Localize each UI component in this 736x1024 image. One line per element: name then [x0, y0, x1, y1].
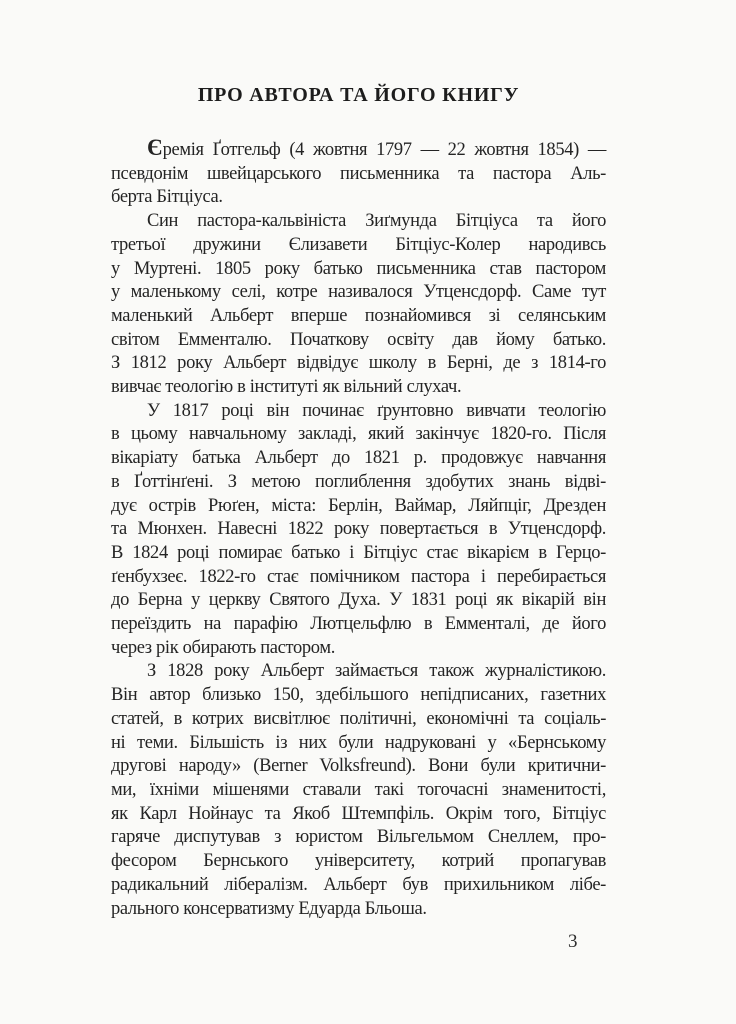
- text-line: в цьому навчальному закладі, який закінчує 1820-го. Після: [111, 424, 606, 445]
- text-line: через рік обирають пастором.: [111, 637, 335, 658]
- text-line: дує острів Рюґен, міста: Берлін, Ваймар, Ляйпціг, Дрезден: [111, 495, 606, 516]
- paragraph: [111, 210, 606, 400]
- text-line: гаряче диспутував з юристом Вільгельмом Снеллем, про-: [111, 827, 606, 848]
- text-line: Єремія Ґотгельф (4 жовтня 1797 — 22 жовтня 1854) —: [147, 135, 606, 160]
- text-line: вікаріату батька Альберт до 1821 р. продовжує навчання: [111, 448, 606, 469]
- text-line: берта Бітціуса.: [111, 187, 223, 208]
- text-line: Син пастора-кальвініста Зиґмунда Бітціуса та його: [147, 211, 606, 232]
- text-line: переїздить на парафію Лютцельфлю в Емменталі, де його: [111, 614, 606, 635]
- paragraph: [111, 660, 606, 921]
- text-line: фесором Бернського університету, котрий пропагував: [111, 851, 606, 872]
- initial-letter: Є: [147, 135, 163, 160]
- page-number: 3: [568, 931, 578, 952]
- text-line: та Мюнхен. Навесні 1822 року повертається в Утценсдорф.: [111, 519, 606, 540]
- text-line: ґенбухзеє. 1822-го стає помічником пастора і перебирається: [111, 566, 606, 587]
- text-line: у маленькому селі, котре називалося Утценсдорф. Саме тут: [111, 282, 606, 303]
- text-line: З 1812 року Альберт відвідує школу в Берні, де з 1814-го: [111, 353, 606, 374]
- text-line: другові народу» (Berner Volksfreund). Вони були критични-: [111, 756, 606, 777]
- text-line: статей, в котрих висвітлює політичні, економічні та соціаль-: [111, 708, 606, 729]
- paragraph: [111, 400, 606, 661]
- text-line: у Муртені. 1805 року батько письменника став пастором: [111, 258, 606, 279]
- page-title: ПРО АВТОРА ТА ЙОГО КНИГУ: [197, 84, 520, 106]
- text-column: [111, 84, 606, 921]
- text-line: маленький Альберт вперше познайомився зі селянським: [111, 305, 606, 326]
- text-line: третьої дружини Єлизавети Бітціус-Колер народивсь: [111, 234, 606, 255]
- text-line: У 1817 році він починає ґрунтовно вивчати теологію: [147, 400, 606, 421]
- body-text: [111, 136, 606, 921]
- text-line: радикальний лібералізм. Альберт був прихильником лібе-: [111, 874, 606, 895]
- text-line: рального консерватизму Едуарда Бльоша.: [111, 898, 427, 919]
- text-line: псевдонім швейцарського письменника та пастора Аль-: [111, 163, 606, 184]
- text-line: Він автор близько 150, здебільшого непідписаних, газетних: [111, 685, 606, 706]
- text-line: вивчає теологію в інституті як вільний слухач.: [111, 377, 462, 398]
- paragraph: [111, 136, 606, 210]
- text-line: В 1824 році помирає батько і Бітціус стає вікарієм в Герцо-: [111, 542, 606, 563]
- text-line: ми, їхніми мішенями ставали такі тогочасні знаменитості,: [111, 779, 606, 800]
- text-line: до Берна у церкву Святого Духа. У 1831 році як вікарій він: [111, 590, 606, 611]
- text-line: в Ґоттінґені. З метою поглиблення здобутих знань відві-: [111, 471, 606, 492]
- text-line: як Карл Нойнаус та Якоб Штемпфіль. Окрім того, Бітціус: [111, 803, 606, 824]
- text-line: ні теми. Більшість із них були надруковані у «Бернському: [111, 732, 606, 753]
- text-line: світом Емменталю. Початкову освіту дав йому батько.: [111, 329, 606, 350]
- text-line: З 1828 року Альберт займається також журналістикою.: [147, 661, 606, 682]
